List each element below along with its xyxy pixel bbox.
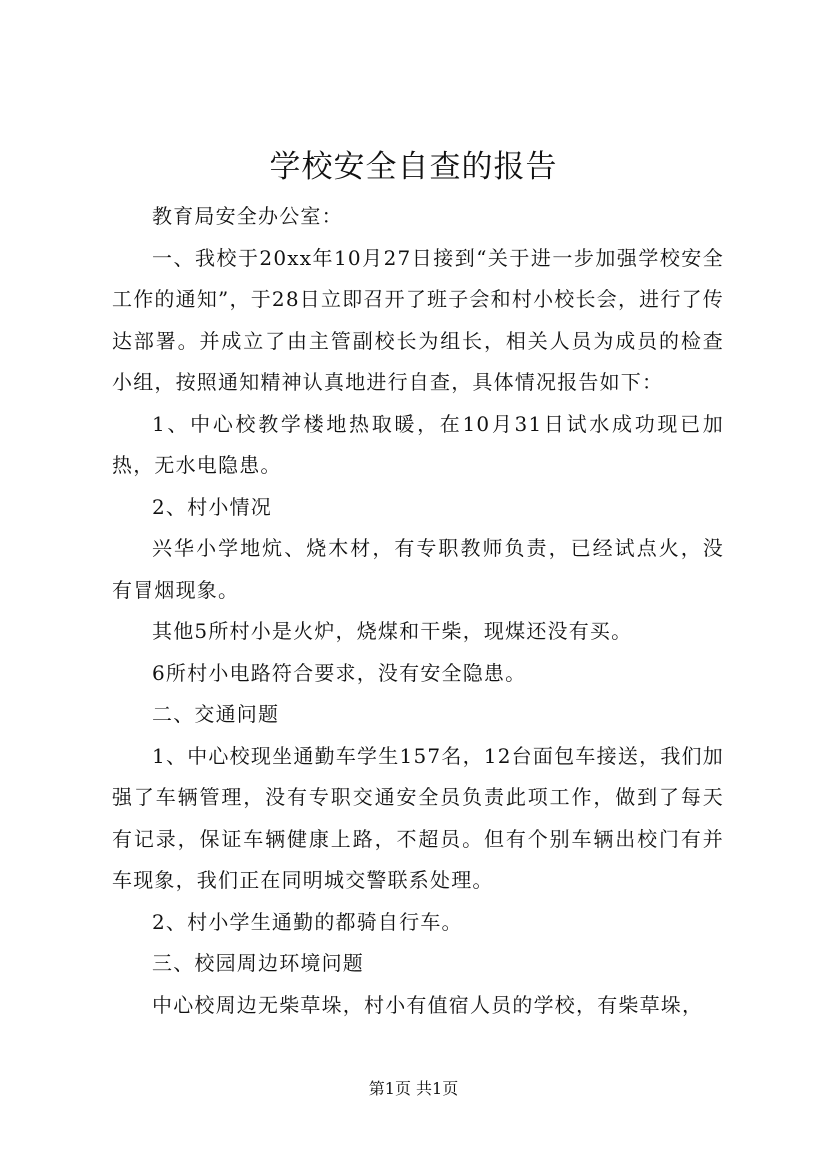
- paragraph-section-1: 一、我校于20xx年10月27日接到“关于进一步加强学校安全工作的通知”，于28日立即召开了班子会和村小校长会，进行了传达部署。并成立了由主管副校长为组长，相关人员为成员的检查小组，按照通知精神认真地进行自查，具体情况报告如下：: [112, 245, 724, 394]
- paragraph-heating: 1、中心校教学楼地热取暖，在10月31日试水成功现已加热，无水电隐患。: [112, 411, 724, 477]
- paragraph-xinghua: 兴华小学地炕、烧木材，有专职教师负责，已经试点火，没有冒烟现象。: [112, 536, 724, 602]
- paragraph-traffic-1: 1、中心校现坐通勤车学生157名，12台面包车接送，我们加强了车辆管理，没有专职交通安全员负责此项工作，做到了每天有记录，保证车辆健康上路，不超员。但有个别车辆出校门有并车现象，我们正在同明城交警联系处理。: [112, 743, 724, 892]
- paragraph-traffic-2: 2、村小学生通勤的都骑自行车。: [152, 909, 463, 934]
- paragraph-other-schools: 其他5所村小是火炉，烧煤和干柴，现煤还没有买。: [152, 619, 633, 643]
- page-number-footer: 第1页 共1页: [368, 1079, 459, 1098]
- paragraph-addressee: 教育局安全办公室：: [152, 204, 343, 228]
- paragraph-environment-heading: 三、校园周边环境问题: [152, 951, 364, 975]
- paragraph-village-heading: 2、村小情况: [152, 494, 272, 519]
- paragraph-traffic-heading: 二、交通问题: [152, 702, 280, 726]
- document-body: [112, 196, 724, 1026]
- paragraph-environment: 中心校周边无柴草垛，村小有值宿人员的学校，有柴草垛，: [152, 992, 704, 1017]
- paragraph-electric: 6所村小电路符合要求，没有安全隐患。: [152, 660, 527, 685]
- document-title: 学校安全自查的报告: [269, 149, 558, 185]
